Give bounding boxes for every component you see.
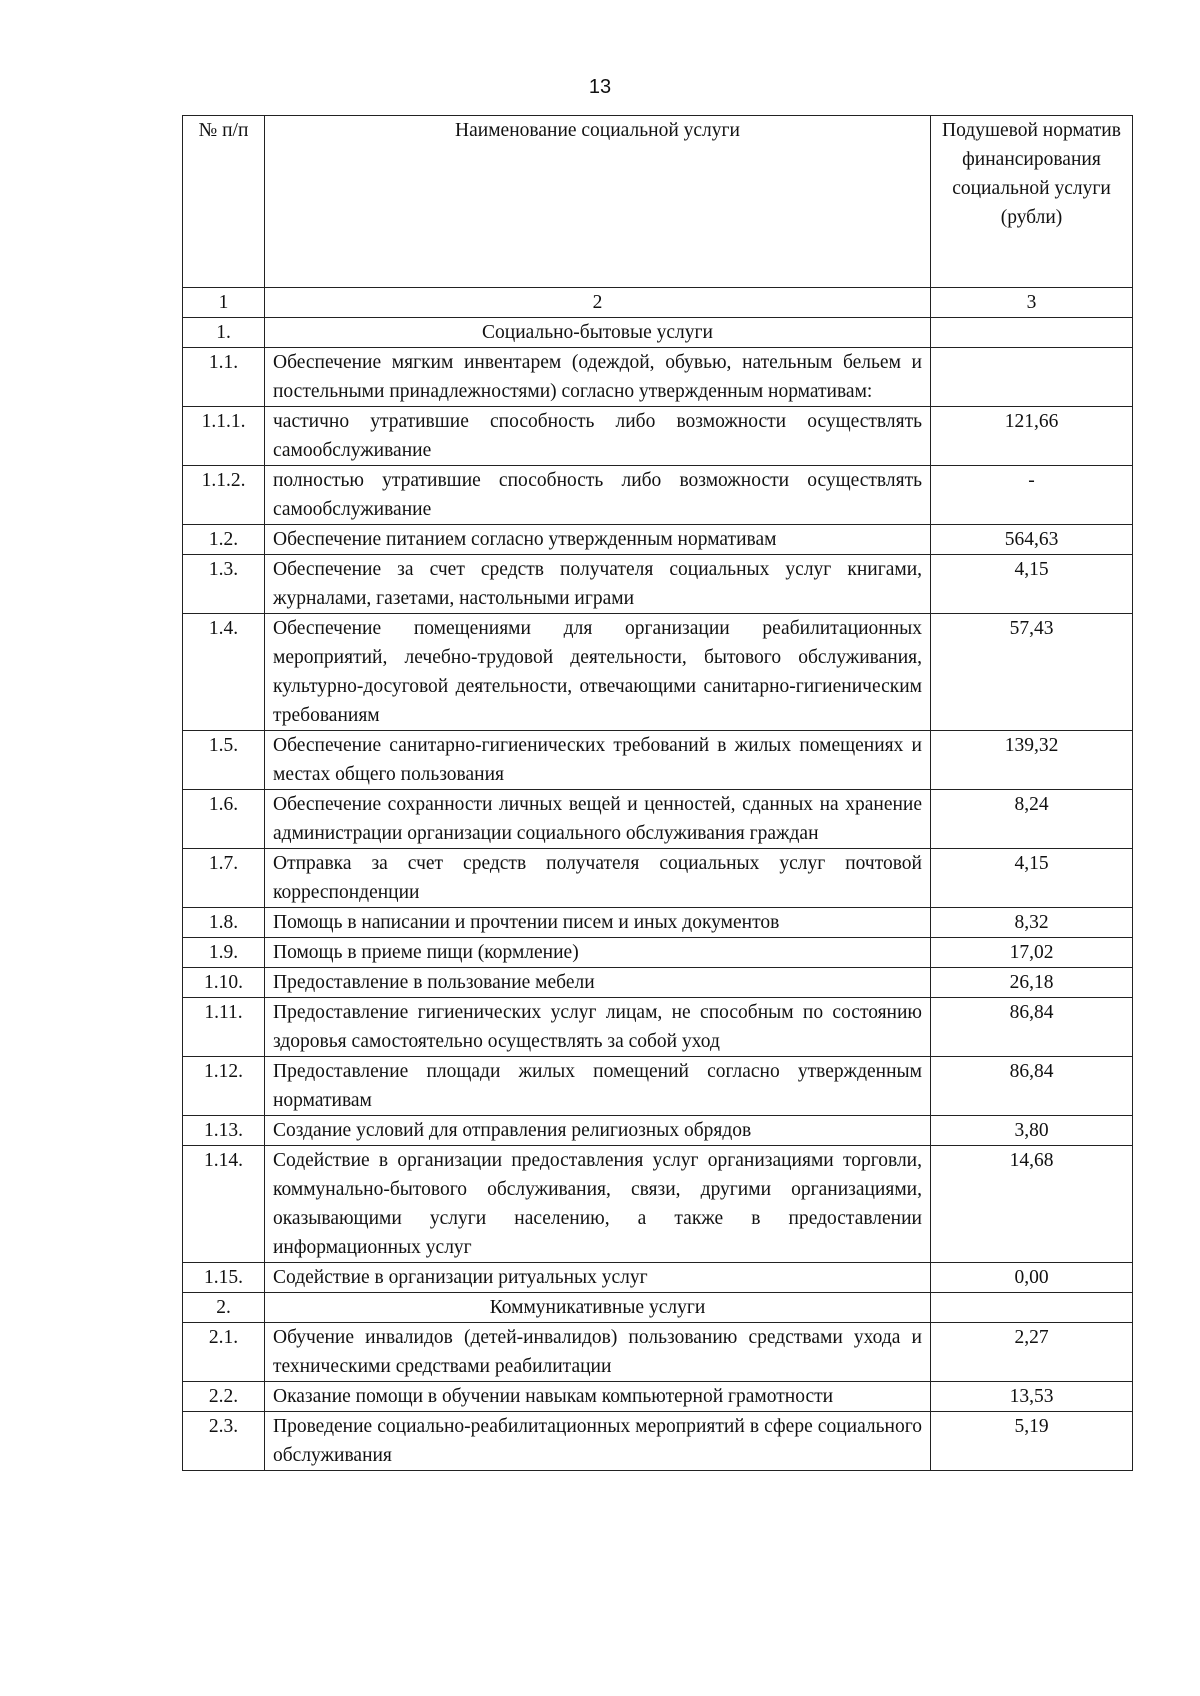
funding-value: 0,00 (931, 1263, 1133, 1293)
header-row (183, 116, 1133, 288)
table-row (183, 407, 1133, 466)
funding-value: 564,63 (931, 525, 1133, 555)
row-number: 1.7. (183, 849, 265, 908)
section-title: Коммуникативные услуги (265, 1293, 931, 1323)
table-row (183, 849, 1133, 908)
column-number-2: 2 (265, 288, 931, 318)
service-name: Помощь в написании и прочтении писем и иных документов (265, 908, 931, 938)
service-name: Оказание помощи в обучении навыкам компьютерной грамотности (265, 1382, 931, 1412)
row-number: 1.2. (183, 525, 265, 555)
row-number: 1. (183, 318, 265, 348)
row-number: 2.2. (183, 1382, 265, 1412)
funding-value: 3,80 (931, 1116, 1133, 1146)
row-number: 1.1.2. (183, 466, 265, 525)
service-name: Создание условий для отправления религиозных обрядов (265, 1116, 931, 1146)
row-number: 2.3. (183, 1412, 265, 1471)
row-number: 1.1.1. (183, 407, 265, 466)
table-row (183, 731, 1133, 790)
table-row (183, 348, 1133, 407)
row-number: 1.11. (183, 998, 265, 1057)
column-number-1: 1 (183, 288, 265, 318)
funding-value (931, 1293, 1133, 1323)
row-number: 1.5. (183, 731, 265, 790)
row-number: 1.15. (183, 1263, 265, 1293)
service-name: полностью утратившие способность либо возможности осуществлять самообслуживание (265, 466, 931, 525)
funding-value: 57,43 (931, 614, 1133, 731)
funding-value: 26,18 (931, 968, 1133, 998)
row-number: 1.1. (183, 348, 265, 407)
funding-value (931, 318, 1133, 348)
service-name: Проведение социально-реабилитационных мероприятий в сфере социального обслуживания (265, 1412, 931, 1471)
service-name: Содействие в организации предоставления услуг организациями торговли, коммунально-бытового обслуживания, связи, другими организациями, оказывающими услуги населению, а также в предоставлении информационных услуг (265, 1146, 931, 1263)
section-title: Социально-бытовые услуги (265, 318, 931, 348)
column-number-row (183, 288, 1133, 318)
service-name: Обеспечение мягким инвентарем (одеждой, обувью, нательным бельем и постельными принадлежностями) согласно утвержденным нормативам: (265, 348, 931, 407)
row-number: 2.1. (183, 1323, 265, 1382)
table-row (183, 1116, 1133, 1146)
funding-value: 13,53 (931, 1382, 1133, 1412)
funding-value: 8,24 (931, 790, 1133, 849)
funding-value: - (931, 466, 1133, 525)
service-name: Содействие в организации ритуальных услуг (265, 1263, 931, 1293)
service-name: Обучение инвалидов (детей-инвалидов) пользованию средствами ухода и техническими средствами реабилитации (265, 1323, 931, 1382)
row-number: 1.3. (183, 555, 265, 614)
row-number: 2. (183, 1293, 265, 1323)
funding-value: 86,84 (931, 998, 1133, 1057)
service-name: Помощь в приеме пищи (кормление) (265, 938, 931, 968)
row-number: 1.14. (183, 1146, 265, 1263)
social-services-table (182, 115, 1133, 1471)
funding-value: 5,19 (931, 1412, 1133, 1471)
header-number: № п/п (183, 116, 265, 288)
funding-value: 4,15 (931, 555, 1133, 614)
service-name: Обеспечение сохранности личных вещей и ценностей, сданных на хранение администрации организации социального обслуживания граждан (265, 790, 931, 849)
service-name: Обеспечение санитарно-гигиенических требований в жилых помещениях и местах общего пользования (265, 731, 931, 790)
funding-value: 2,27 (931, 1323, 1133, 1382)
row-number: 1.4. (183, 614, 265, 731)
table-row (183, 1382, 1133, 1412)
table-row (183, 938, 1133, 968)
header-funding-norm: Подушевой норматив финансирования социальной услуги (рубли) (931, 116, 1133, 288)
row-number: 1.13. (183, 1116, 265, 1146)
service-name: частично утратившие способность либо возможности осуществлять самообслуживание (265, 407, 931, 466)
table-row (183, 525, 1133, 555)
row-number: 1.9. (183, 938, 265, 968)
column-number-3: 3 (931, 288, 1133, 318)
section-row (183, 318, 1133, 348)
table-row (183, 1323, 1133, 1382)
funding-value: 121,66 (931, 407, 1133, 466)
table-row (183, 1263, 1133, 1293)
table-row (183, 1412, 1133, 1471)
row-number: 1.10. (183, 968, 265, 998)
funding-value: 14,68 (931, 1146, 1133, 1263)
page-number: 13 (588, 76, 612, 98)
service-name: Предоставление гигиенических услуг лицам, не способным по состоянию здоровья самостоятельно осуществлять за собой уход (265, 998, 931, 1057)
funding-value (931, 348, 1133, 407)
table-header (183, 116, 1133, 318)
row-number: 1.12. (183, 1057, 265, 1116)
service-name: Обеспечение питанием согласно утвержденным нормативам (265, 525, 931, 555)
service-name: Обеспечение за счет средств получателя социальных услуг книгами, журналами, газетами, настольными играми (265, 555, 931, 614)
service-name: Предоставление в пользование мебели (265, 968, 931, 998)
funding-value: 139,32 (931, 731, 1133, 790)
section-row (183, 1293, 1133, 1323)
service-name: Предоставление площади жилых помещений согласно утвержденным нормативам (265, 1057, 931, 1116)
table-row (183, 555, 1133, 614)
table-row (183, 614, 1133, 731)
table-body (183, 318, 1133, 1471)
service-name: Обеспечение помещениями для организации реабилитационных мероприятий, лечебно-трудовой деятельности, бытового обслуживания, культурно-досуговой деятельности, отвечающими санитарно-гигиеническим требованиям (265, 614, 931, 731)
row-number: 1.6. (183, 790, 265, 849)
table-row (183, 790, 1133, 849)
funding-value: 4,15 (931, 849, 1133, 908)
funding-value: 86,84 (931, 1057, 1133, 1116)
table-row (183, 968, 1133, 998)
funding-value: 8,32 (931, 908, 1133, 938)
service-name: Отправка за счет средств получателя социальных услуг почтовой корреспонденции (265, 849, 931, 908)
funding-value: 17,02 (931, 938, 1133, 968)
table-row (183, 1146, 1133, 1263)
table-row (183, 1057, 1133, 1116)
table-row (183, 466, 1133, 525)
table-row (183, 908, 1133, 938)
row-number: 1.8. (183, 908, 265, 938)
table-row (183, 998, 1133, 1057)
header-service-name: Наименование социальной услуги (265, 116, 931, 288)
